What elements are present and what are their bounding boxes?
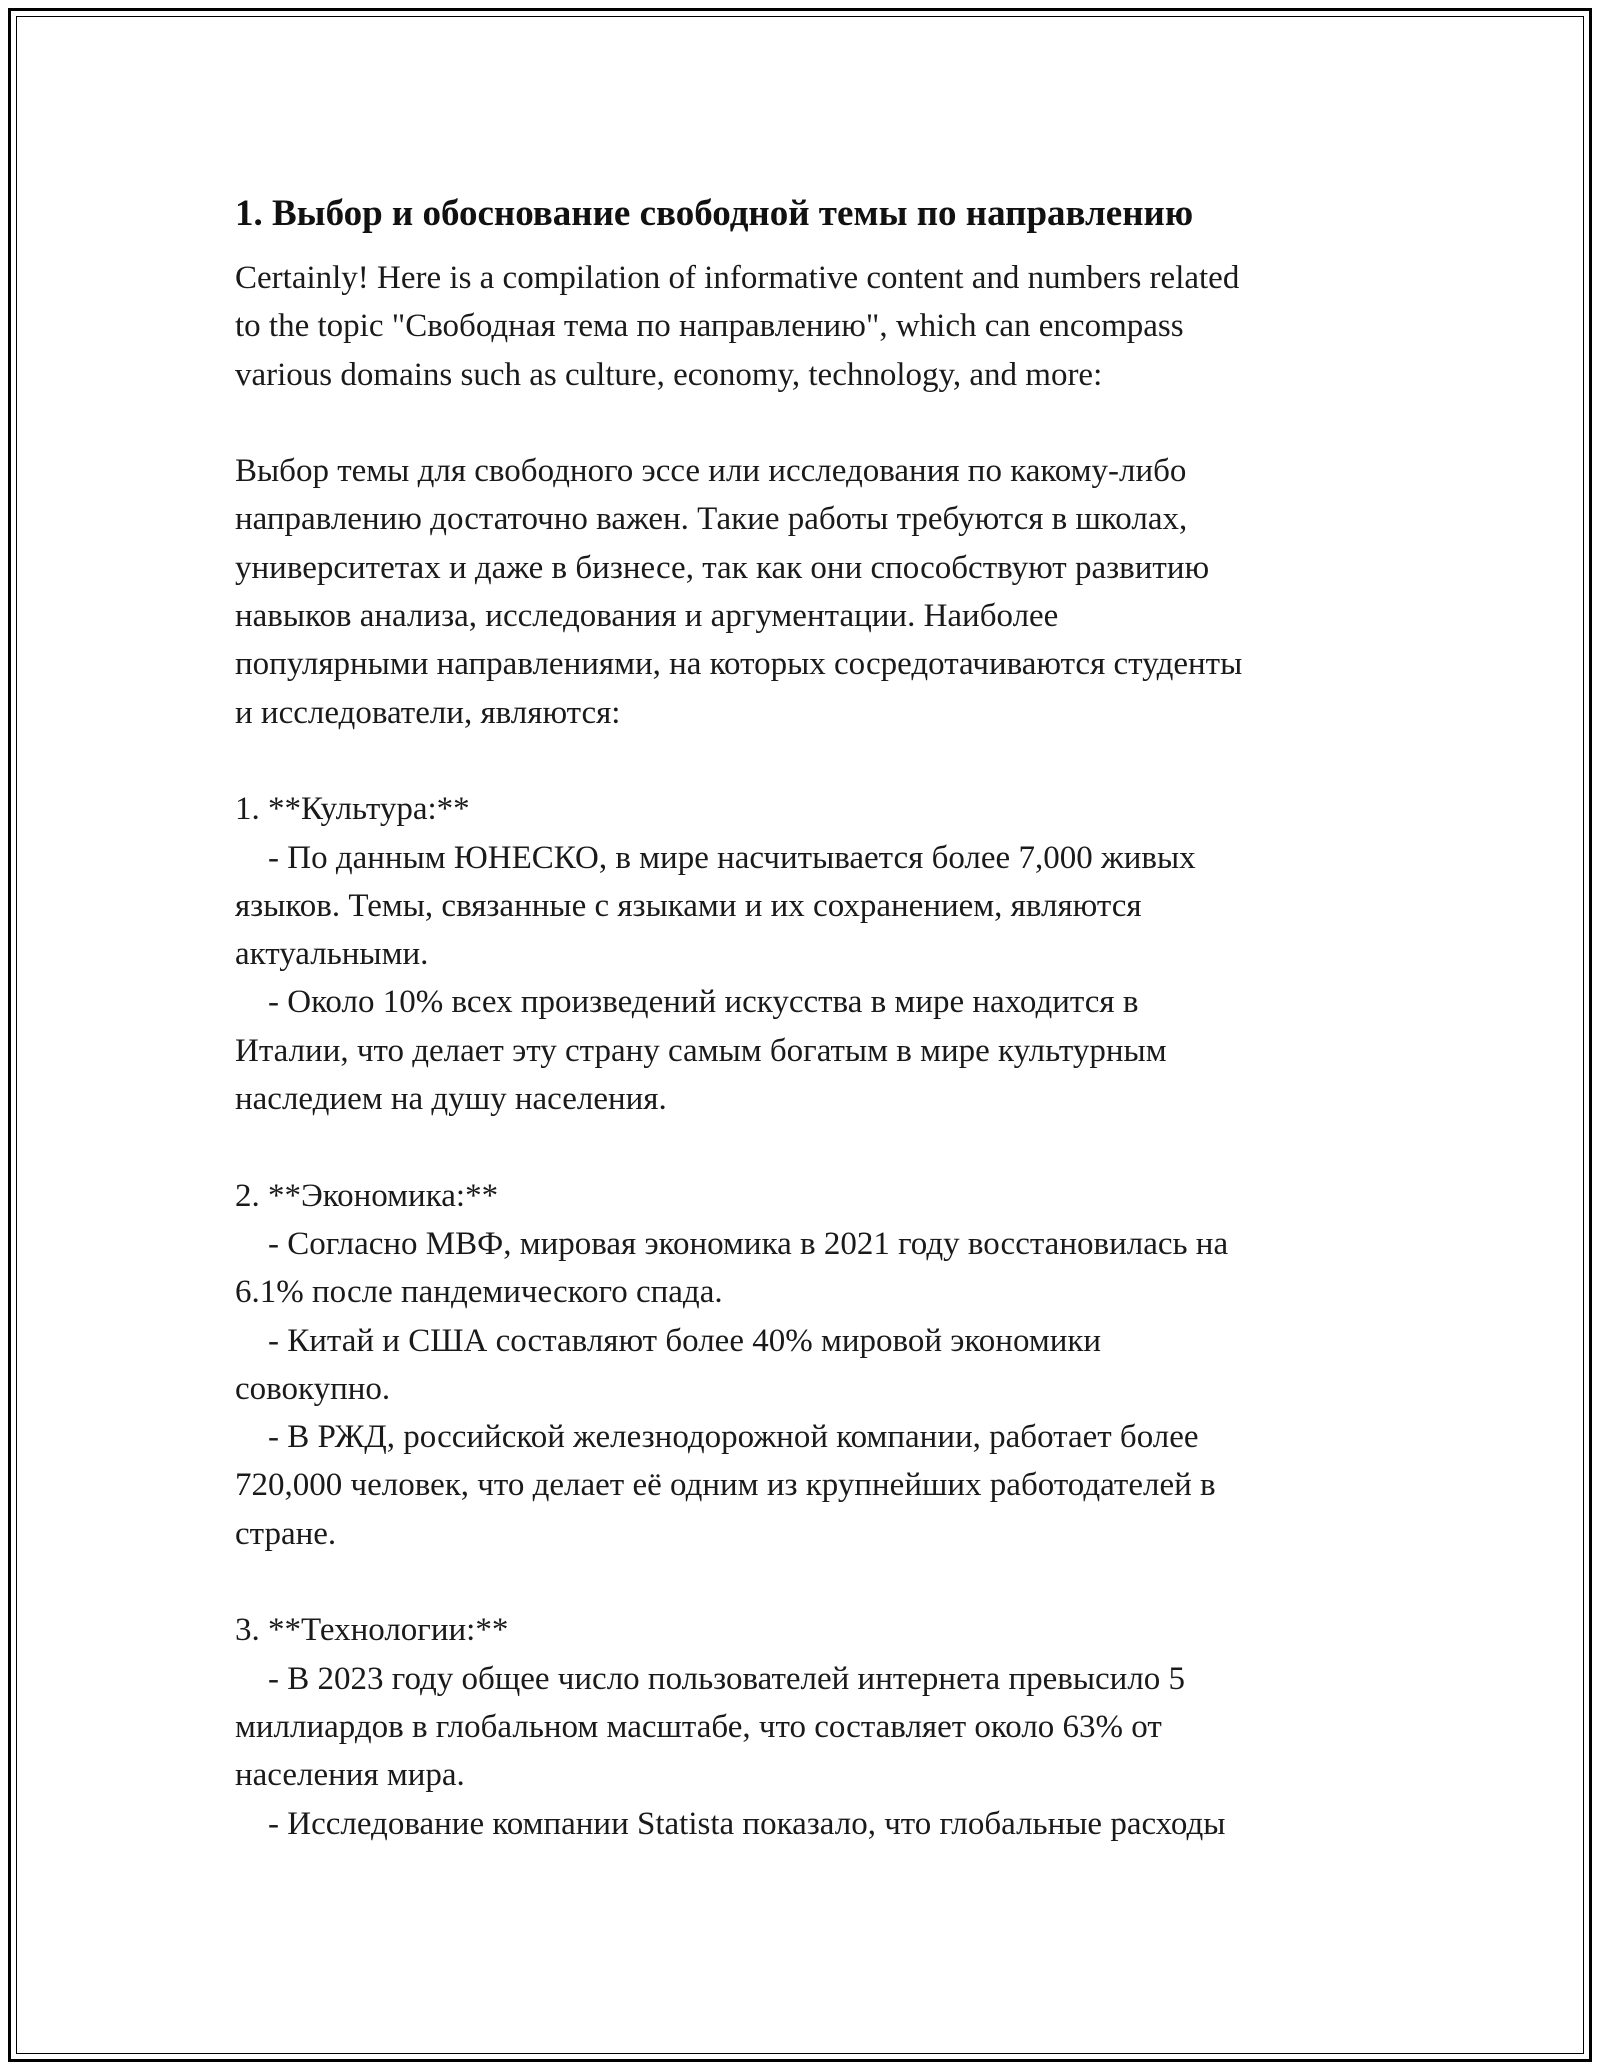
text-line: - Исследование компании Statista показало, что глобальные расходы	[235, 1805, 1226, 1842]
text-line: 6.1% после пандемического спада.	[235, 1274, 723, 1311]
text-line: навыков анализа, исследования и аргументации. Наиболее	[235, 598, 1059, 635]
text-line: университетах и даже в бизнесе, так как они способствуют развитию	[235, 549, 1210, 586]
text-line: 1. **Культура:**	[235, 791, 470, 828]
text-line: совокупно.	[235, 1370, 391, 1407]
blank-line	[235, 399, 1375, 447]
text-line: миллиардов в глобальном масштабе, что составляет около 63% от	[235, 1708, 1162, 1745]
blank-line	[235, 1123, 1375, 1171]
section-heading: 1. Выбор и обоснование свободной темы по направлению	[235, 193, 1194, 234]
text-line: to the topic "Свободная тема по направлению", which can encompass	[235, 308, 1184, 345]
text-line: 720,000 человек, что делает её одним из крупнейших работодателей в	[235, 1467, 1216, 1504]
document-body	[235, 188, 1375, 1848]
blank-line	[235, 1558, 1375, 1606]
blank-line	[235, 737, 1375, 785]
text-line: - В РЖД, российской железнодорожной компании, работает более	[235, 1419, 1199, 1456]
text-line: - Около 10% всех произведений искусства в мире находится в	[235, 984, 1139, 1021]
text-line: Certainly! Here is a compilation of informative content and numbers related	[235, 260, 1240, 296]
text-line: various domains such as culture, economy, technology, and more:	[235, 356, 1103, 393]
text-line: 2. **Экономика:**	[235, 1177, 499, 1214]
text-line: - Согласно МВФ, мировая экономика в 2021 году восстановилась на	[235, 1225, 1229, 1262]
text-line: популярными направлениями, на которых сосредотачиваются студенты	[235, 646, 1243, 683]
body-text	[235, 254, 1375, 1848]
text-line: 3. **Технологии:**	[235, 1612, 509, 1649]
text-line: направлению достаточно важен. Такие работы требуются в школах,	[235, 501, 1188, 538]
text-line: - По данным ЮНЕСКО, в мире насчитывается более 7,000 живых	[235, 839, 1196, 876]
text-line: стране.	[235, 1515, 337, 1552]
text-line: Италии, что делает эту страну самым богатым в мире культурным	[235, 1032, 1167, 1069]
text-line: - Китай и США составляют более 40% мировой экономики	[235, 1322, 1102, 1359]
text-line: наследием на душу населения.	[235, 1081, 667, 1118]
text-line: и исследователи, являются:	[235, 694, 621, 731]
text-line: актуальными.	[235, 936, 429, 973]
text-line: Выбор темы для свободного эссе или исследования по какому-либо	[235, 453, 1187, 490]
text-line: языков. Темы, связанные с языками и их сохранением, являются	[235, 887, 1142, 924]
text-line: - В 2023 году общее число пользователей интернета превысило 5	[235, 1660, 1186, 1697]
text-line: населения мира.	[235, 1757, 465, 1794]
